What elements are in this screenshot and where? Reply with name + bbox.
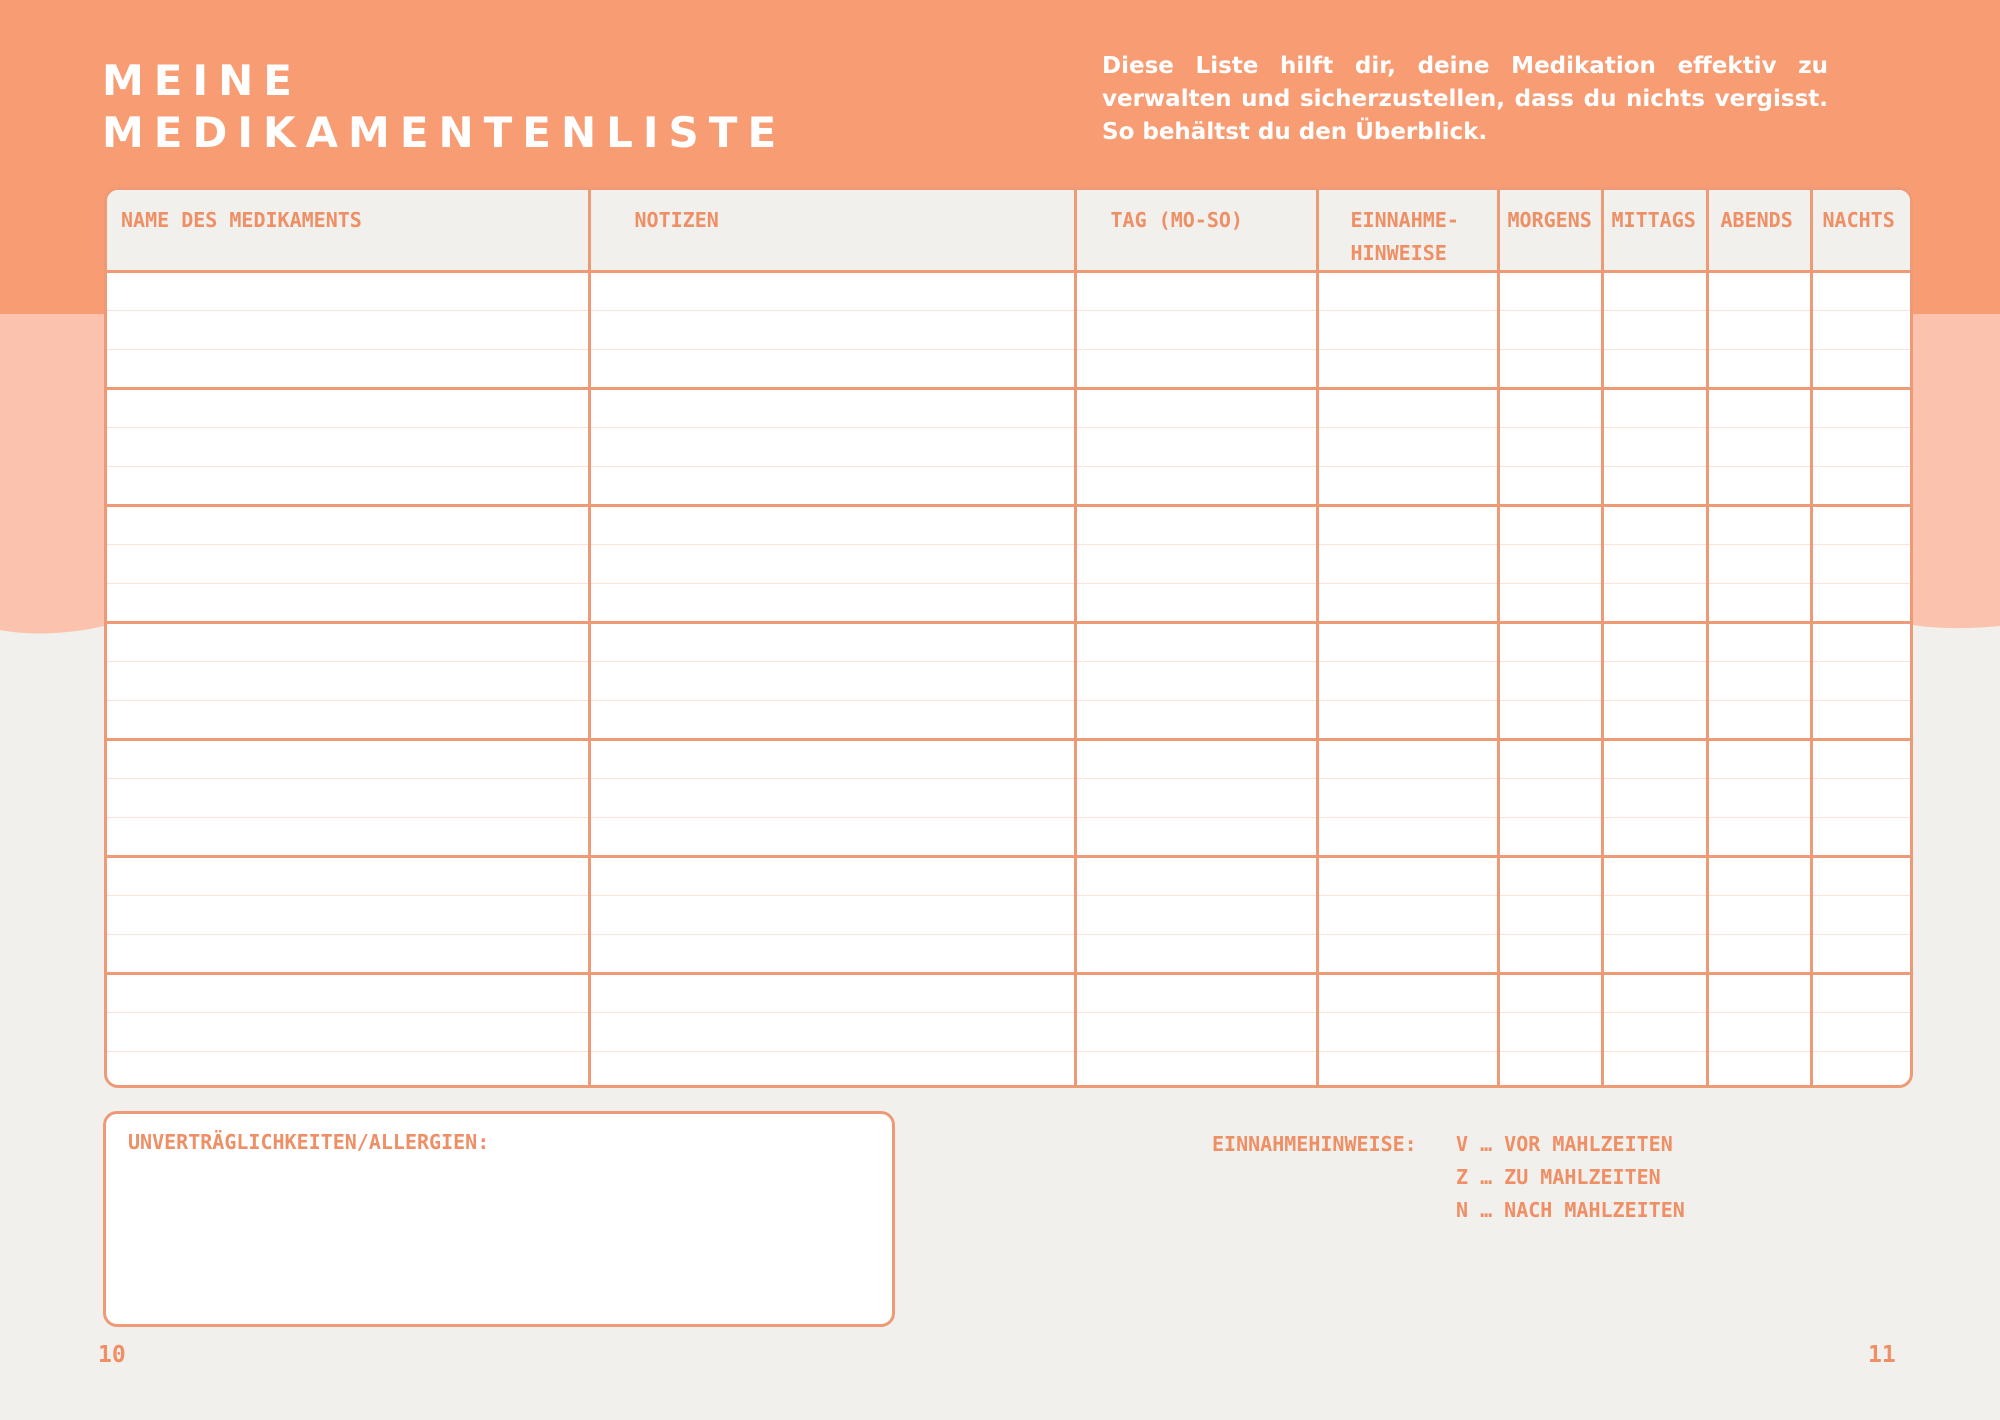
table-cell[interactable] xyxy=(1075,779,1317,818)
table-cell[interactable] xyxy=(1602,428,1707,467)
table-cell[interactable] xyxy=(1602,740,1707,779)
table-cell[interactable] xyxy=(1075,896,1317,935)
table-cell[interactable] xyxy=(1075,506,1317,545)
table-cell[interactable] xyxy=(589,662,1075,701)
page-number-right: 11 xyxy=(1868,1342,1896,1368)
table-row xyxy=(107,1052,1913,1089)
table-cell[interactable] xyxy=(1811,428,1913,467)
column-header-notes: NOTIZEN xyxy=(589,190,1075,272)
table-cell[interactable] xyxy=(589,857,1075,896)
table-cell[interactable] xyxy=(589,701,1075,740)
table-cell[interactable] xyxy=(1602,779,1707,818)
column-header-noon: MITTAGS xyxy=(1602,190,1707,272)
table-cell[interactable] xyxy=(1075,857,1317,896)
table-cell[interactable] xyxy=(1811,584,1913,623)
table-cell[interactable] xyxy=(589,311,1075,350)
table-cell[interactable] xyxy=(1317,584,1498,623)
table-row xyxy=(107,857,1913,896)
medication-table xyxy=(104,187,1913,1088)
table-cell[interactable] xyxy=(1602,350,1707,389)
table-header-row xyxy=(107,190,1913,272)
table-cell[interactable] xyxy=(1317,350,1498,389)
table-cell[interactable] xyxy=(1602,545,1707,584)
table-cell[interactable] xyxy=(107,740,589,779)
table-cell[interactable] xyxy=(589,1013,1075,1052)
table-cell[interactable] xyxy=(1707,974,1811,1013)
table-cell[interactable] xyxy=(1811,740,1913,779)
table-cell[interactable] xyxy=(1602,623,1707,662)
table-cell[interactable] xyxy=(589,896,1075,935)
table-cell[interactable] xyxy=(107,896,589,935)
allergies-box[interactable] xyxy=(103,1111,895,1327)
table-cell[interactable] xyxy=(1811,389,1913,428)
table-cell[interactable] xyxy=(589,623,1075,662)
table-cell[interactable] xyxy=(1707,311,1811,350)
table-cell[interactable] xyxy=(1602,389,1707,428)
table-cell[interactable] xyxy=(1707,389,1811,428)
table-cell[interactable] xyxy=(1317,506,1498,545)
table-row xyxy=(107,311,1913,350)
table-cell[interactable] xyxy=(1707,506,1811,545)
table-cell[interactable] xyxy=(107,974,589,1013)
table-cell[interactable] xyxy=(107,584,589,623)
table-cell[interactable] xyxy=(107,272,589,311)
table-cell[interactable] xyxy=(107,662,589,701)
intro-text: Diese Liste hilft dir, deine Medikation effektiv zu verwalten und sicherzustellen, dass du nichts vergisst. So behältst du den Überblick. xyxy=(1102,53,1828,145)
table-cell[interactable] xyxy=(1317,701,1498,740)
column-header-night: NACHTS xyxy=(1811,190,1913,272)
table-cell[interactable] xyxy=(589,467,1075,506)
table-cell[interactable] xyxy=(1317,428,1498,467)
table-cell[interactable] xyxy=(1707,428,1811,467)
table-cell[interactable] xyxy=(1075,428,1317,467)
table-cell[interactable] xyxy=(107,389,589,428)
table-cell[interactable] xyxy=(1602,896,1707,935)
table-cell[interactable] xyxy=(1317,389,1498,428)
table-cell[interactable] xyxy=(1498,272,1602,311)
table-row xyxy=(107,818,1913,857)
table-cell[interactable] xyxy=(1602,701,1707,740)
table-cell[interactable] xyxy=(1498,311,1602,350)
table-cell[interactable] xyxy=(589,350,1075,389)
table-cell[interactable] xyxy=(1707,935,1811,974)
table-cell[interactable] xyxy=(1811,467,1913,506)
table-cell[interactable] xyxy=(1811,701,1913,740)
table-cell[interactable] xyxy=(1498,584,1602,623)
table-cell[interactable] xyxy=(589,389,1075,428)
table-cell[interactable] xyxy=(1075,818,1317,857)
table-cell[interactable] xyxy=(589,584,1075,623)
table-cell[interactable] xyxy=(1602,311,1707,350)
table-row xyxy=(107,467,1913,506)
table-cell[interactable] xyxy=(1317,272,1498,311)
table-cell[interactable] xyxy=(1811,818,1913,857)
table-row xyxy=(107,896,1913,935)
table-cell[interactable] xyxy=(1811,506,1913,545)
table-cell[interactable] xyxy=(1707,467,1811,506)
table-cell[interactable] xyxy=(1317,779,1498,818)
table-cell[interactable] xyxy=(1498,389,1602,428)
table-cell[interactable] xyxy=(1707,857,1811,896)
table-cell[interactable] xyxy=(107,818,589,857)
table-cell[interactable] xyxy=(589,1052,1075,1089)
table-row xyxy=(107,389,1913,428)
table-row xyxy=(107,506,1913,545)
table-row xyxy=(107,584,1913,623)
table-cell[interactable] xyxy=(1602,584,1707,623)
table-cell[interactable] xyxy=(1498,662,1602,701)
table-cell[interactable] xyxy=(1317,740,1498,779)
table-cell[interactable] xyxy=(1811,1013,1913,1052)
table-row xyxy=(107,935,1913,974)
table-cell[interactable] xyxy=(1317,467,1498,506)
table-cell[interactable] xyxy=(1317,935,1498,974)
table-cell[interactable] xyxy=(1075,467,1317,506)
title-line-1: MEINE xyxy=(102,56,302,105)
table-cell[interactable] xyxy=(589,974,1075,1013)
table-cell[interactable] xyxy=(1707,779,1811,818)
table-cell[interactable] xyxy=(1602,506,1707,545)
table-row xyxy=(107,428,1913,467)
table-cell[interactable] xyxy=(1075,584,1317,623)
table-cell[interactable] xyxy=(1707,623,1811,662)
table-cell[interactable] xyxy=(1707,1013,1811,1052)
column-header-day: TAG (MO-SO) xyxy=(1075,190,1317,272)
table-cell[interactable] xyxy=(1707,662,1811,701)
table-cell[interactable] xyxy=(1498,467,1602,506)
table-cell[interactable] xyxy=(1498,545,1602,584)
table-cell[interactable] xyxy=(589,272,1075,311)
table-cell[interactable] xyxy=(1498,1052,1602,1089)
table-row xyxy=(107,545,1913,584)
table-cell[interactable] xyxy=(107,857,589,896)
table-cell[interactable] xyxy=(1317,974,1498,1013)
table-cell[interactable] xyxy=(1707,896,1811,935)
table-cell[interactable] xyxy=(1707,818,1811,857)
table-cell[interactable] xyxy=(1498,701,1602,740)
table-cell[interactable] xyxy=(1707,272,1811,311)
table-cell[interactable] xyxy=(1075,350,1317,389)
page-title xyxy=(102,55,786,159)
table-cell[interactable] xyxy=(1498,974,1602,1013)
table-cell[interactable] xyxy=(1811,935,1913,974)
table-cell[interactable] xyxy=(1075,272,1317,311)
table-cell[interactable] xyxy=(1498,818,1602,857)
table-row xyxy=(107,662,1913,701)
column-header-evening: ABENDS xyxy=(1707,190,1811,272)
table-cell[interactable] xyxy=(1075,662,1317,701)
table-cell[interactable] xyxy=(107,350,589,389)
table-cell[interactable] xyxy=(1602,662,1707,701)
legend-title: EINNAHMEHINWEISE: xyxy=(1212,1132,1417,1156)
table-cell[interactable] xyxy=(589,428,1075,467)
table-row xyxy=(107,974,1913,1013)
table-cell[interactable] xyxy=(1707,701,1811,740)
table-cell[interactable] xyxy=(1075,974,1317,1013)
table-cell[interactable] xyxy=(1317,623,1498,662)
table-cell[interactable] xyxy=(1498,740,1602,779)
table-cell[interactable] xyxy=(1498,506,1602,545)
table-cell[interactable] xyxy=(1075,1052,1317,1089)
column-header-intake-notes: EINNAHME- HINWEISE xyxy=(1317,190,1498,272)
allergies-label: UNVERTRÄGLICHKEITEN/ALLERGIEN: xyxy=(128,1130,490,1154)
table-cell[interactable] xyxy=(1602,1052,1707,1089)
table-row xyxy=(107,701,1913,740)
table-row xyxy=(107,272,1913,311)
table-cell[interactable] xyxy=(1075,311,1317,350)
legend-item-with-meals: Z … ZU MAHLZEITEN xyxy=(1456,1165,1661,1189)
column-header-name: NAME DES MEDIKAMENTS xyxy=(107,190,589,272)
table-cell[interactable] xyxy=(1811,896,1913,935)
table-cell[interactable] xyxy=(1602,818,1707,857)
table-row xyxy=(107,350,1913,389)
table-cell[interactable] xyxy=(1811,974,1913,1013)
table-cell[interactable] xyxy=(1707,584,1811,623)
table-cell[interactable] xyxy=(1811,779,1913,818)
table-cell[interactable] xyxy=(107,311,589,350)
table-row xyxy=(107,1013,1913,1052)
table-cell[interactable] xyxy=(107,545,589,584)
table-cell[interactable] xyxy=(107,779,589,818)
table-cell[interactable] xyxy=(1811,272,1913,311)
table-cell[interactable] xyxy=(1075,701,1317,740)
table-cell[interactable] xyxy=(1811,662,1913,701)
table-cell[interactable] xyxy=(107,1052,589,1089)
table-cell[interactable] xyxy=(589,935,1075,974)
table-cell[interactable] xyxy=(1707,350,1811,389)
table-cell[interactable] xyxy=(107,467,589,506)
table-cell[interactable] xyxy=(589,779,1075,818)
table-cell[interactable] xyxy=(107,506,589,545)
table-cell[interactable] xyxy=(589,818,1075,857)
table-cell[interactable] xyxy=(589,506,1075,545)
table-cell[interactable] xyxy=(1811,545,1913,584)
table-cell[interactable] xyxy=(1498,857,1602,896)
table-cell[interactable] xyxy=(1602,974,1707,1013)
table-cell[interactable] xyxy=(1317,1013,1498,1052)
table-cell[interactable] xyxy=(1498,623,1602,662)
table-cell[interactable] xyxy=(1317,662,1498,701)
table-cell[interactable] xyxy=(1075,1013,1317,1052)
legend-item-after-meals: N … NACH MAHLZEITEN xyxy=(1456,1198,1685,1222)
table-cell[interactable] xyxy=(589,545,1075,584)
table-cell[interactable] xyxy=(1811,350,1913,389)
legend-item-before-meals: V … VOR MAHLZEITEN xyxy=(1456,1132,1673,1156)
table-cell[interactable] xyxy=(1317,545,1498,584)
table-cell[interactable] xyxy=(1075,389,1317,428)
table-row xyxy=(107,779,1913,818)
table-cell[interactable] xyxy=(1317,857,1498,896)
table-cell[interactable] xyxy=(1317,896,1498,935)
table-cell[interactable] xyxy=(1602,857,1707,896)
table-cell[interactable] xyxy=(1498,1013,1602,1052)
table-cell[interactable] xyxy=(1075,740,1317,779)
table-cell[interactable] xyxy=(1317,818,1498,857)
table-cell[interactable] xyxy=(107,428,589,467)
table-cell[interactable] xyxy=(1811,857,1913,896)
table-cell[interactable] xyxy=(107,935,589,974)
table-cell[interactable] xyxy=(107,701,589,740)
table-cell[interactable] xyxy=(1811,623,1913,662)
table-cell[interactable] xyxy=(589,740,1075,779)
table-cell[interactable] xyxy=(1602,935,1707,974)
table-cell[interactable] xyxy=(1498,935,1602,974)
page-number-left: 10 xyxy=(98,1342,126,1368)
table-cell[interactable] xyxy=(1602,1013,1707,1052)
table-row xyxy=(107,623,1913,662)
table-row xyxy=(107,740,1913,779)
table-cell[interactable] xyxy=(107,1013,589,1052)
table-cell[interactable] xyxy=(1498,896,1602,935)
table-cell[interactable] xyxy=(1602,272,1707,311)
table-cell[interactable] xyxy=(1498,428,1602,467)
table-cell[interactable] xyxy=(1811,311,1913,350)
table-cell[interactable] xyxy=(1075,935,1317,974)
table-cell[interactable] xyxy=(107,623,589,662)
table-cell[interactable] xyxy=(1602,467,1707,506)
title-line-2: MEDIKAMENTENLISTE xyxy=(102,108,787,157)
table-cell[interactable] xyxy=(1075,623,1317,662)
table-cell[interactable] xyxy=(1707,1052,1811,1089)
table-cell[interactable] xyxy=(1317,311,1498,350)
table-cell[interactable] xyxy=(1811,1052,1913,1089)
table-cell[interactable] xyxy=(1317,1052,1498,1089)
table-cell[interactable] xyxy=(1498,779,1602,818)
table-cell[interactable] xyxy=(1498,350,1602,389)
table-cell[interactable] xyxy=(1707,740,1811,779)
table-cell[interactable] xyxy=(1707,545,1811,584)
column-header-morning: MORGENS xyxy=(1498,190,1602,272)
table-cell[interactable] xyxy=(1075,545,1317,584)
